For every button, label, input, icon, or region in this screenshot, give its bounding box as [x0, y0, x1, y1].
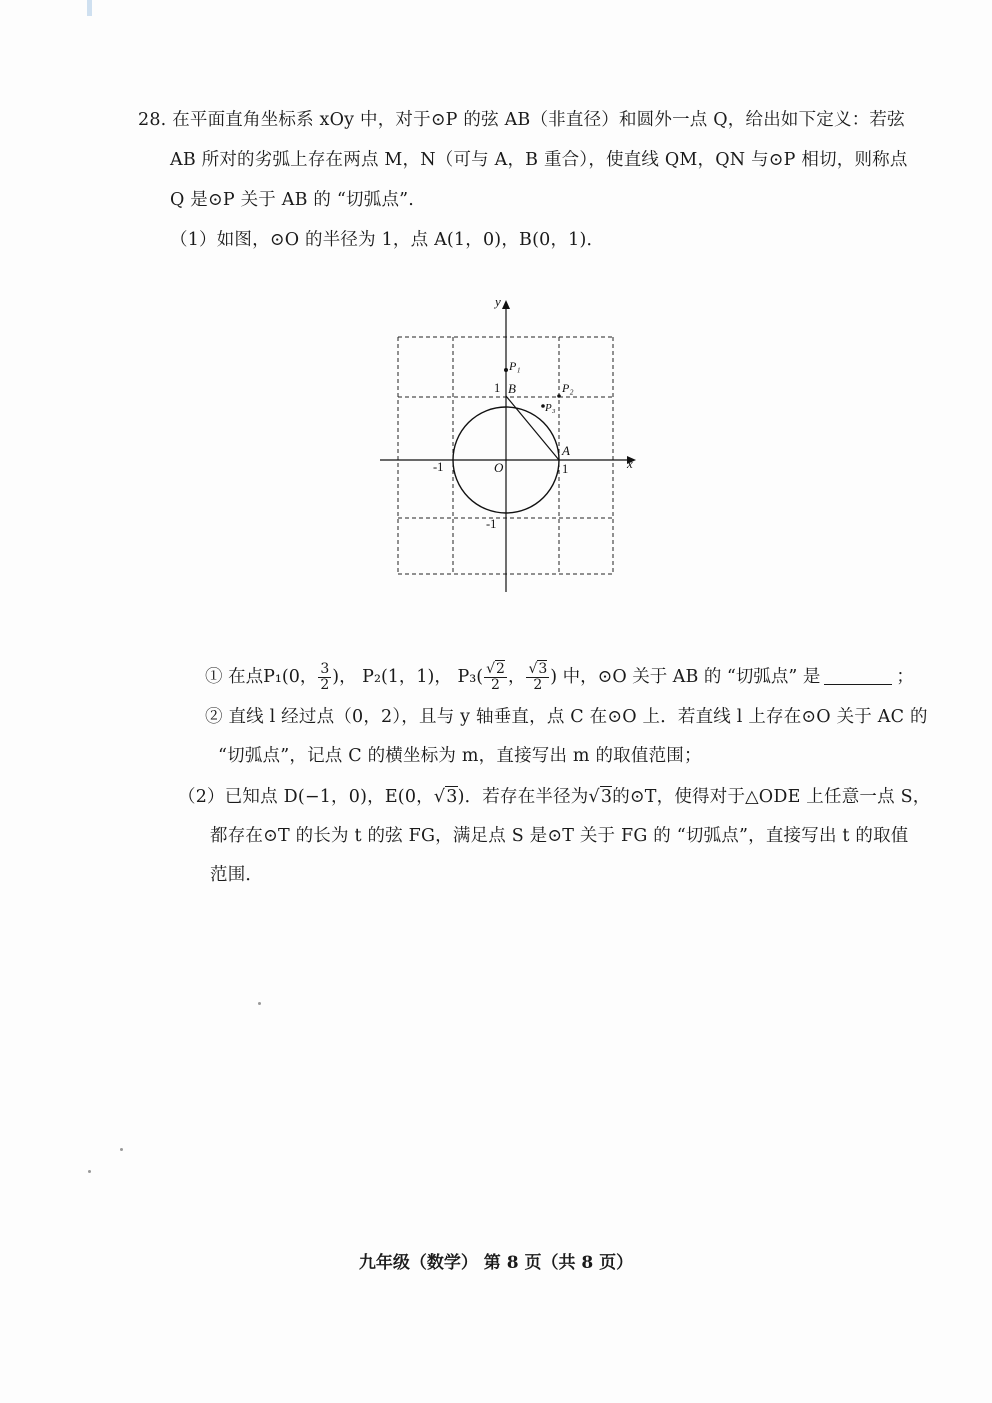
part2-c: 的⊙T，使得对于△ODE 上任意一点 S， — [612, 787, 931, 807]
origin-label: O — [494, 460, 504, 475]
part2-sqrt3-b: 3 — [600, 787, 613, 807]
axis-y-label: y — [495, 294, 501, 309]
tick-label-x-1: 1 — [562, 462, 569, 476]
point-P2-dot — [557, 394, 561, 398]
problem-line-3: Q 是⊙P 关于 AB 的 “切弧点”. — [170, 190, 415, 210]
point-A-label: A — [562, 443, 570, 458]
point-P1-dot — [504, 368, 508, 372]
point-P2-label: P₂ — [562, 381, 574, 395]
tick-label-y-minus-1: -1 — [486, 517, 497, 531]
point-P3-label: P₃ — [545, 402, 556, 414]
q1-p3-y-fraction: $\frac{√3}{2}$ — [528, 661, 548, 693]
problem-line-1: 28. 在平面直角坐标系 xOy 中，对于⊙P 的弦 AB（非直径）和圆外一点 Q，给出如下定义：若弦 — [138, 110, 905, 130]
problem-line-2: AB 所对的劣弧上存在两点 M，N（可与 A，B 重合），使直线 QM，QN 与⊙P 相切，则称点 — [170, 150, 908, 170]
part2-line-3: 范围． — [210, 865, 264, 885]
question-2-line-2: “切弧点”，记点 C 的横坐标为 m，直接写出 m 的取值范围； — [218, 746, 702, 766]
q1-p3-y-num: 3 — [538, 661, 548, 677]
q1-p3-sep: ， — [507, 667, 526, 687]
scan-speck — [88, 1170, 91, 1173]
part2-sqrt3-a: 3 — [446, 787, 458, 807]
axis-x-label: x — [627, 456, 633, 471]
y-axis-arrow — [502, 300, 510, 309]
q1-p3-y-den: 2 — [533, 677, 543, 693]
q1-p1-num: 3 — [320, 661, 330, 677]
coordinate-figure — [370, 292, 650, 602]
scan-speck — [120, 1148, 123, 1151]
q1-p3-close: ) 中，⊙O 关于 AB 的 “切弧点” 是 — [550, 667, 821, 687]
answer-blank[interactable] — [824, 684, 892, 685]
part2-line-2: 都存在⊙T 的长为 t 的弦 FG，满足点 S 是⊙T 关于 FG 的 “切弧点”，直接写出 t 的取值 — [210, 826, 909, 846]
question-2-line-1: ② 直线 l 经过点（0，2），且与 y 轴垂直，点 C 在⊙O 上．若直线 l 上存在⊙O 关于 AC 的 — [205, 707, 928, 727]
part2-b: )．若存在半径为 — [457, 787, 589, 807]
page-footer: 九年级（数学） 第 8 页（共 8 页） — [358, 1253, 634, 1273]
tick-label-x-minus-1: -1 — [433, 460, 444, 474]
q1-p1-close: )， — [332, 667, 357, 687]
scan-edge-mark — [87, 0, 92, 16]
part2-line-1: （2）已知点 D(−1，0)，E(0，√3)．若存在半径为√3的⊙T，使得对于△ODE 上任意一点 S， — [178, 787, 931, 807]
q1-p3-x-num: 2 — [496, 661, 505, 677]
q1-p2-text: P₂(1，1)， — [362, 667, 452, 687]
q1-p1-den: 2 — [320, 677, 330, 693]
q1-end: ； — [896, 667, 914, 687]
scan-speck — [258, 1002, 261, 1005]
part1-intro: （1）如图，⊙O 的半径为 1，点 A(1，0)，B(0，1)． — [170, 230, 605, 250]
question-1 — [205, 660, 914, 694]
tick-label-y-1: 1 — [494, 381, 501, 395]
q1-p3-x-fraction: $\frac{√2}{2}$ — [486, 661, 505, 693]
part2-a: （2）已知点 D(−1，0)，E(0， — [178, 787, 434, 807]
point-B-label: B — [508, 381, 516, 396]
q1-p1-label: P₁(0， — [263, 667, 318, 687]
q1-p1-fraction — [318, 662, 331, 693]
q1-p3-x-den: 2 — [491, 677, 500, 693]
q1-p3-label: P₃( — [457, 667, 484, 687]
point-P1-label: P₁ — [509, 359, 521, 373]
q1-prefix: ① 在点 — [205, 667, 264, 687]
